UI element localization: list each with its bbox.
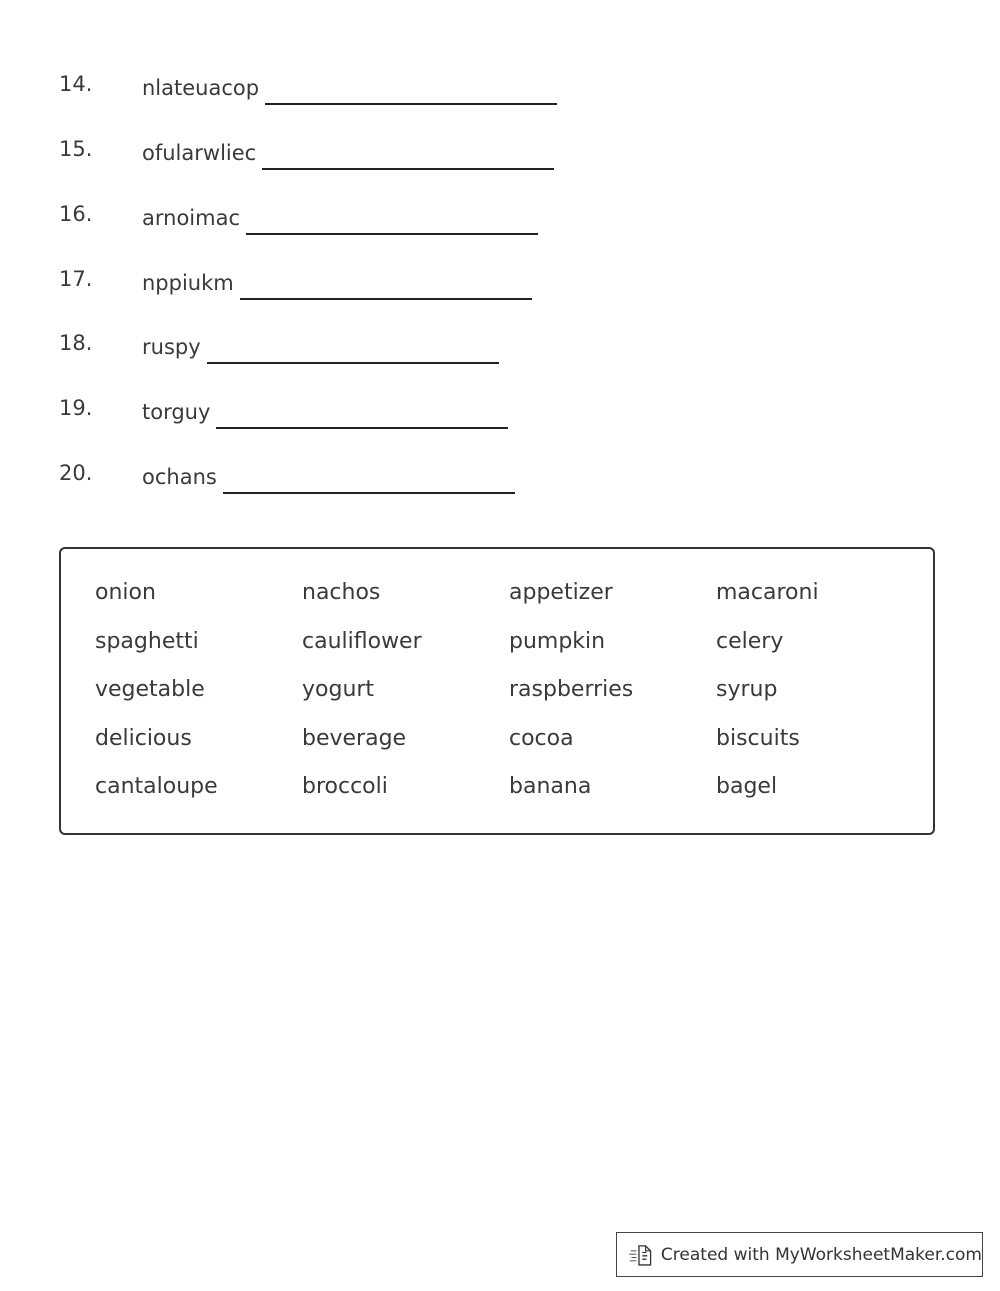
question-item <box>0 329 700 369</box>
scrambled-word: torguy <box>142 400 211 424</box>
footer-text: Created with MyWorksheetMaker.com <box>660 1244 982 1265</box>
word-bank-item: biscuits <box>716 725 800 751</box>
answer-line[interactable] <box>240 298 532 300</box>
answer-line[interactable] <box>223 492 515 494</box>
scrambled-word: ofularwliec <box>142 141 257 165</box>
word-bank-item: nachos <box>302 580 381 605</box>
question-item <box>0 70 700 110</box>
word-bank-item: beverage <box>302 725 407 751</box>
word-bank-item: macaroni <box>716 580 819 605</box>
word-bank-item: syrup <box>716 677 778 703</box>
answer-line[interactable] <box>265 103 557 105</box>
question-number: 18. <box>59 331 93 355</box>
word-bank-item: celery <box>716 628 784 654</box>
question-item <box>0 459 700 499</box>
word-bank-item: raspberries <box>509 677 634 703</box>
question-item <box>0 135 700 175</box>
scrambled-word: nppiukm <box>142 271 234 295</box>
answer-line[interactable] <box>262 168 554 170</box>
scrambled-word: ochans <box>142 465 217 489</box>
word-bank-item: pumpkin <box>509 628 606 654</box>
question-number: 14. <box>59 72 93 96</box>
word-bank-item: cocoa <box>509 725 574 751</box>
word-bank-item: spaghetti <box>95 628 199 654</box>
word-bank-item: cantaloupe <box>95 774 218 800</box>
myworksheetmaker-logo-icon <box>629 1241 654 1269</box>
question-number: 17. <box>59 267 93 291</box>
word-bank-grid <box>95 579 923 822</box>
question-number: 19. <box>59 396 93 420</box>
answer-line[interactable] <box>216 427 508 429</box>
word-bank-item: banana <box>509 774 592 800</box>
footer-badge[interactable] <box>616 1232 983 1277</box>
question-item <box>0 394 700 434</box>
word-bank-item: vegetable <box>95 677 205 703</box>
word-bank-item: appetizer <box>509 580 613 605</box>
word-bank-item: cauliflower <box>302 628 422 654</box>
question-number: 15. <box>59 137 93 161</box>
scrambled-word: arnoimac <box>142 206 240 230</box>
question-number: 16. <box>59 202 93 226</box>
word-bank-item: delicious <box>95 725 192 751</box>
question-item <box>0 200 700 240</box>
answer-line[interactable] <box>246 233 538 235</box>
answer-line[interactable] <box>207 362 499 364</box>
question-item <box>0 265 700 305</box>
word-bank-box <box>59 547 935 835</box>
word-bank-item: broccoli <box>302 774 388 800</box>
word-bank-item: yogurt <box>302 677 375 703</box>
question-number: 20. <box>59 461 93 485</box>
scrambled-word: nlateuacop <box>142 76 260 100</box>
word-bank-item: onion <box>95 580 156 605</box>
scrambled-word: ruspy <box>142 335 201 359</box>
word-bank-item: bagel <box>716 774 778 800</box>
